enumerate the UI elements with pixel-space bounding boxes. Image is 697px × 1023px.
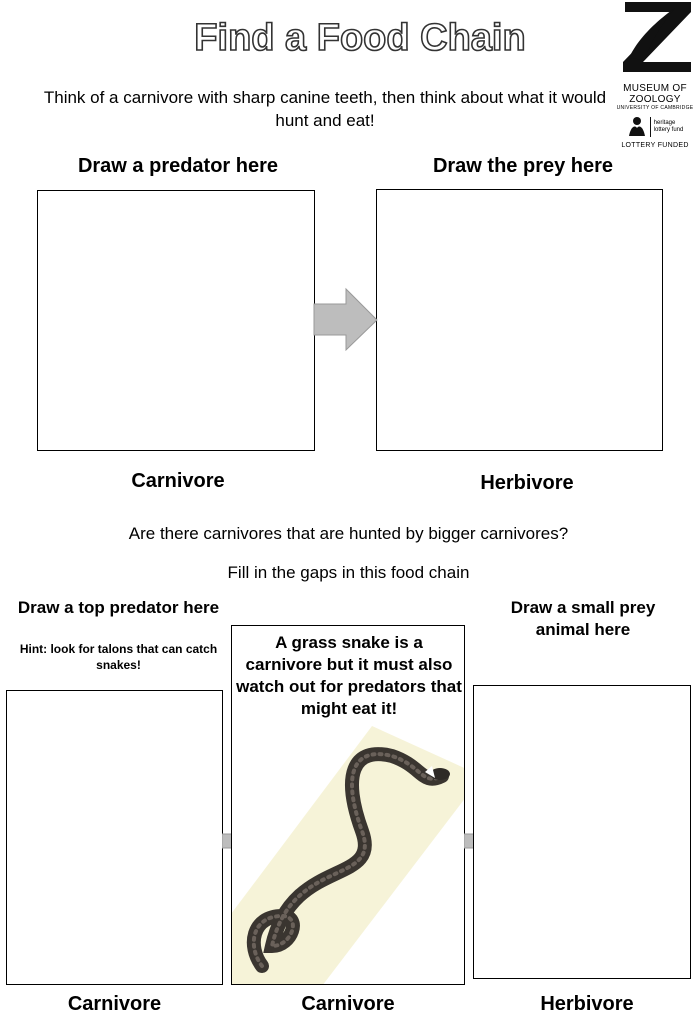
top-predator-drawing-box[interactable] (6, 690, 223, 985)
prey-drawing-box[interactable] (376, 189, 663, 451)
herbivore-label-right: Herbivore (540, 993, 634, 1015)
predator-heading: Draw a predator here (77, 155, 279, 177)
museum-name-line2: ZOOLOGY (629, 94, 681, 105)
university-name: UNIVERSITY OF CAMBRIDGE (616, 105, 694, 111)
instruction-text: Think of a carnivore with sharp canine teeth, then think about what it would hunt and eat! (43, 88, 607, 130)
fill-instruction-text: Fill in the gaps in this food chain (227, 563, 470, 582)
arrow-right-icon (313, 287, 379, 353)
whale-z-logo-icon (615, 0, 695, 78)
museum-logo (615, 0, 695, 150)
carnivore-label: Carnivore (131, 470, 225, 492)
predator-drawing-box[interactable] (37, 190, 315, 451)
page-title-text: Find a Food Chain (194, 17, 526, 58)
small-prey-drawing-box[interactable] (473, 685, 691, 979)
logo-divider (650, 117, 651, 137)
question-text: Are there carnivores that are hunted by bigger carnivores? (128, 524, 569, 543)
small-prey-heading: Draw a small prey animal here (510, 598, 656, 639)
heritage-line1: heritage (653, 120, 676, 126)
snake-description: A grass snake is a carnivore but it must also watch out for predators that might eat it! (236, 633, 462, 718)
herbivore-label: Herbivore (480, 472, 574, 494)
top-predator-heading: Draw a top predator here (17, 598, 220, 617)
heritage-line2: lottery fund (653, 127, 684, 133)
museum-name-line1: MUSEUM OF (623, 83, 687, 94)
heritage-text (654, 120, 684, 134)
page-title (140, 12, 580, 58)
lottery-logos (615, 116, 695, 138)
grass-snake-box (231, 625, 465, 985)
prey-heading: Draw the prey here (432, 155, 614, 177)
carnivore-label-left: Carnivore (67, 993, 162, 1015)
carnivore-label-middle: Carnivore (301, 993, 395, 1015)
hint-text: Hint: look for talons that can catch snakes! (19, 642, 218, 672)
page-title-svg (140, 12, 580, 58)
lottery-hands-icon (627, 116, 647, 138)
lottery-funded-text: LOTTERY FUNDED (621, 142, 689, 149)
